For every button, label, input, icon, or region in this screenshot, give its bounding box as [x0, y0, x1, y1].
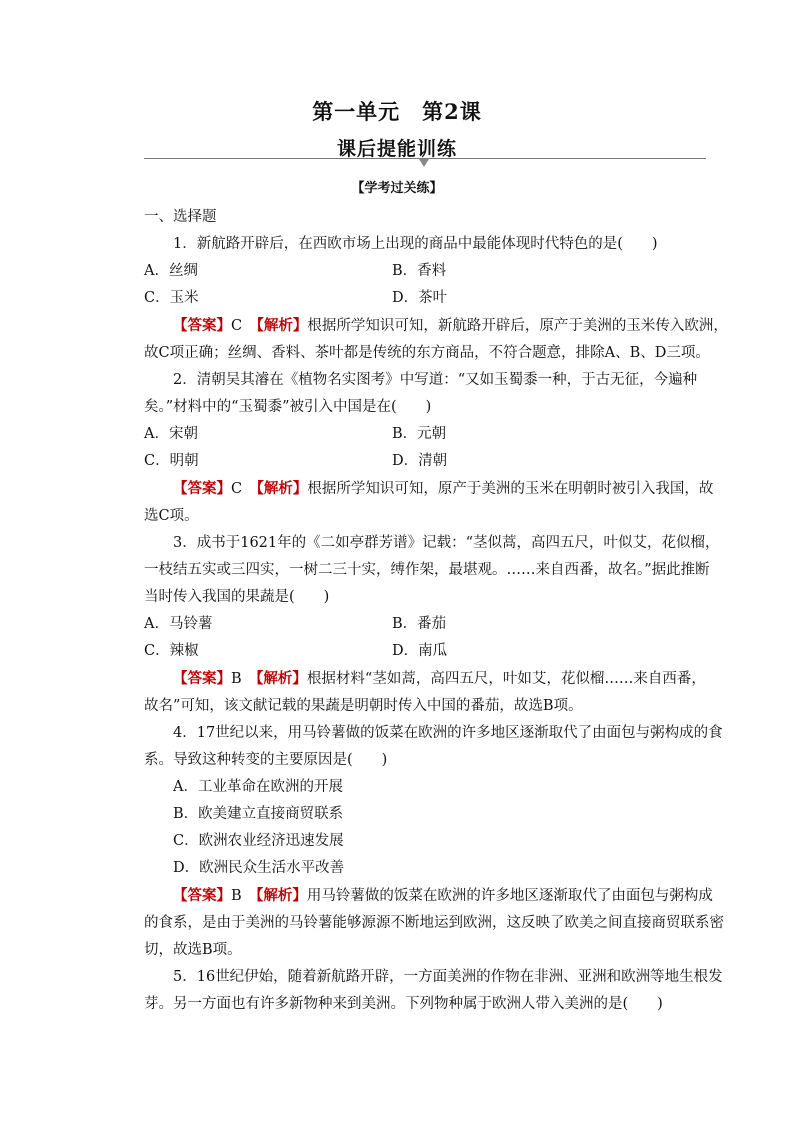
q1-option-b: B．香料	[392, 263, 447, 279]
q1-option-a: A．丝绸	[144, 263, 198, 279]
answer-tag: 【答案】	[173, 887, 231, 904]
q3-stem-2: 一枝结五实或三四实，一树二三十实，缚作架，最堪观。……来自西番，故名。”据此推断	[144, 562, 710, 578]
page-subtitle: 课后提能训练	[336, 138, 457, 160]
q4-option-b: B．欧美建立直接商贸联系	[173, 806, 344, 822]
answer-tag: 【答案】	[173, 480, 231, 497]
q2-explanation-1: 根据所学知识可知，原产于美洲的玉米在明朝时被引入我国，故	[307, 481, 714, 497]
q3-option-b: B．番茄	[392, 616, 447, 632]
rule-triangle-icon	[419, 159, 429, 167]
q2-stem-2: 矣。”材料中的“玉蜀黍”被引入中国是在( )	[144, 399, 432, 415]
q1-option-d: D．茶叶	[392, 290, 448, 306]
q4-stem-1: 4．17世纪以来，用马铃薯做的饭菜在欧洲的许多地区逐渐取代了由面包与粥构成的食	[173, 725, 723, 741]
explain-tag: 【解析】	[256, 670, 307, 687]
q2-answer-line	[144, 475, 714, 503]
explain-tag: 【解析】	[256, 317, 308, 334]
q2-option-a: A．宋朝	[144, 426, 198, 442]
q4-answer: B	[231, 888, 242, 904]
q2-answer: C	[231, 481, 243, 497]
q2-option-c: C．明朝	[144, 453, 199, 469]
q3-stem-1: 3．成书于1621年的《二如亭群芳谱》记载：“茎似蒿，高四五尺，叶似艾，花似榴，	[173, 535, 720, 551]
q3-options-row1	[144, 611, 674, 638]
q1-options-row2	[144, 285, 674, 312]
q3-explanation-2: 故名”可知，该文献记载的果蔬是明朝时传入中国的番茄，故选B项。	[144, 698, 583, 714]
q1-stem: 1．新航路开辟后，在西欧市场上出现的商品中最能体现时代特色的是( )	[173, 236, 658, 252]
q4-option-c: C．欧洲农业经济迅速发展	[173, 833, 344, 849]
question-content	[144, 204, 728, 1018]
explain-tag: 【解析】	[256, 887, 307, 904]
q1-option-c: C．玉米	[144, 290, 199, 306]
q4-option-a: A．工业革命在欧洲的开展	[173, 779, 343, 795]
q2-stem-1: 2．清朝吴其濬在《植物名实图考》中写道：“又如玉蜀黍一种，于古无征，今遍种	[173, 372, 698, 388]
q3-stem-3: 当时传入我国的果蔬是( )	[144, 589, 330, 605]
q3-answer: B	[231, 671, 242, 687]
q1-options-row1	[144, 258, 674, 285]
q3-option-a: A．马铃薯	[144, 616, 213, 632]
q2-option-b: B．元朝	[392, 426, 447, 442]
q1-explanation-2: 故C项正确；丝绸、香料、茶叶都是传统的东方商品，不符合题意，排除A、B、D三项。	[144, 345, 710, 361]
q5-stem-1: 5．16世纪伊始，随着新航路开辟，一方面美洲的作物在非洲、亚洲和欧洲等地生根发	[173, 969, 723, 985]
q4-stem-2: 系。导致这种转变的主要原因是( )	[144, 752, 388, 768]
section-label: 【学考过关练】	[351, 181, 443, 196]
q2-options-row1	[144, 421, 674, 448]
q4-explanation-2: 的食系，是由于美洲的马铃薯能够源源不断地运到欧洲，这反映了欧美之间直接商贸联系密	[144, 915, 724, 931]
q5-stem-2: 芽。另一方面也有许多新物种来到美洲。下列物种属于欧洲人带入美洲的是( )	[144, 996, 663, 1012]
q3-option-d: D．南瓜	[392, 643, 448, 659]
q4-explanation-3: 切，故选B项。	[144, 942, 242, 958]
q4-answer-line	[144, 882, 713, 910]
q3-options-row2	[144, 638, 674, 665]
answer-tag: 【答案】	[173, 317, 231, 334]
q3-explanation-1: 根据材料“茎如蒿，高四五尺，叶如艾，花似榴……来自西番，	[306, 671, 706, 687]
q1-explanation-1: 根据所学知识可知，新航路开辟后，原产于美洲的玉米传入欧洲，	[307, 318, 728, 334]
answer-tag: 【答案】	[173, 670, 231, 687]
q1-answer-line	[144, 312, 728, 340]
q2-options-row2	[144, 448, 674, 475]
q3-option-c: C．辣椒	[144, 643, 199, 659]
q2-explanation-2: 选C项。	[144, 508, 199, 524]
q1-answer: C	[231, 318, 243, 334]
explain-tag: 【解析】	[256, 480, 308, 497]
part-heading: 一、选择题	[144, 209, 217, 225]
q3-answer-line	[144, 665, 706, 693]
page-title: 第一单元 第2课	[312, 99, 482, 124]
q2-option-d: D．清朝	[392, 453, 448, 469]
q4-option-d: D．欧洲民众生活水平改善	[173, 860, 345, 876]
q4-explanation-1: 用马铃薯做的饭菜在欧洲的许多地区逐渐取代了由面包与粥构成	[306, 888, 713, 904]
